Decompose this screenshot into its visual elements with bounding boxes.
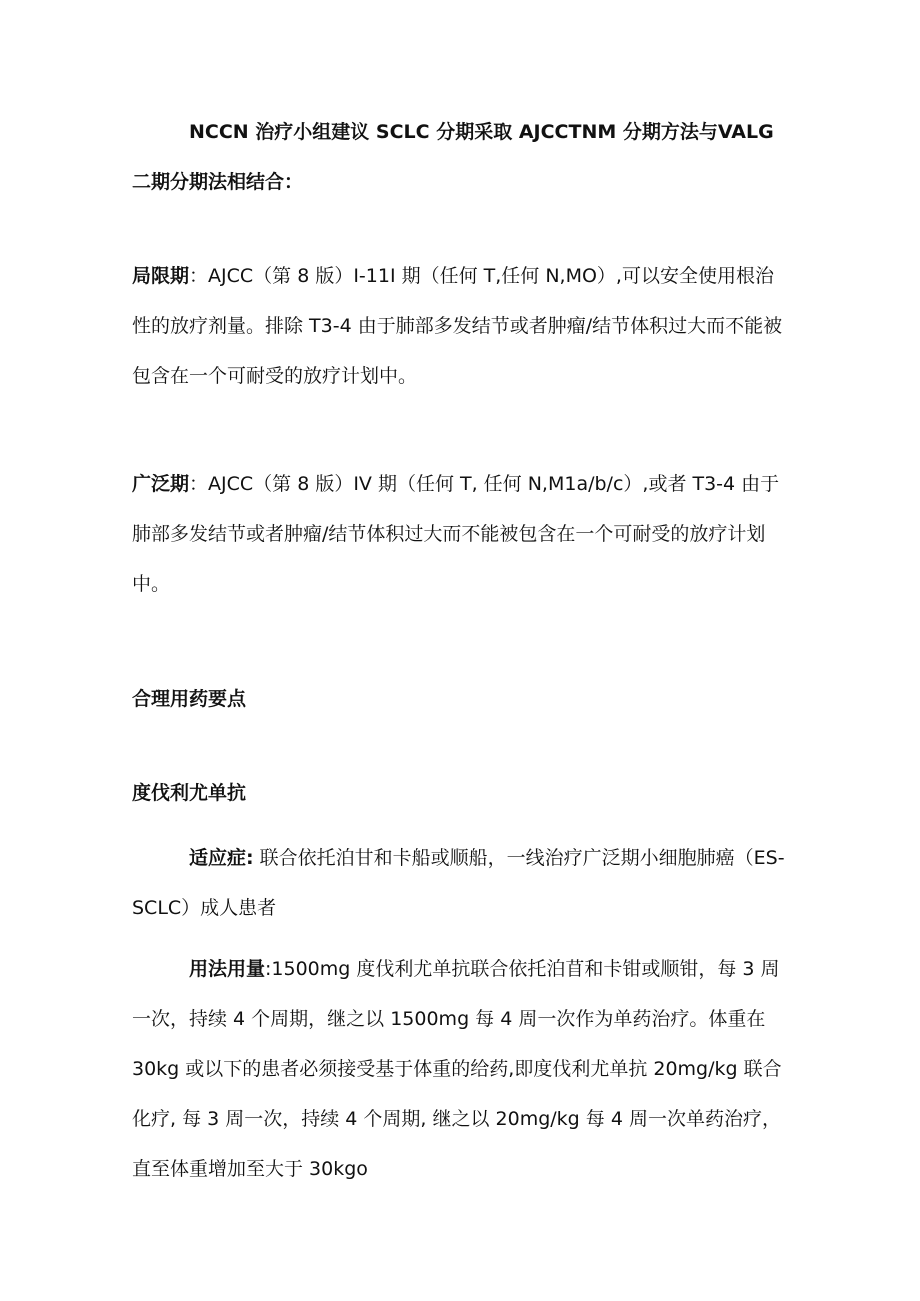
extensive-stage-paragraph	[132, 459, 792, 609]
extensive-stage-text: ：AJCC（第 8 版）IV 期（任何 T, 任何 N,M1a/b/c）,或者 T3-4 由于肺部多发结节或者肿瘤/结节体积过大而不能被包含在一个可耐受的放疗计划中。	[132, 473, 780, 595]
intro-text: NCCN 治疗小组建议 SCLC 分期采取 AJCCTNM 分期方法与VALG 二期分期法相结合：	[132, 121, 774, 193]
limited-stage-paragraph	[132, 251, 792, 401]
indication-text: 联合依托泊甘和卡船或顺船，一线治疗广泛期小细胞肺癌（ES-SCLC）成人患者	[132, 847, 785, 919]
extensive-stage-label: 广泛期	[132, 473, 190, 495]
section-title: 合理用药要点	[132, 688, 247, 710]
indication-paragraph	[132, 833, 792, 933]
limited-stage-text: ：AJCC（第 8 版）I-11I 期（任何 T,任何 N,MO）,可以安全使用根治性的放疗剂量。排除 T3-4 由于肺部多发结节或者肿瘤/结节体积过大而不能被包含在一个可耐受的放疗计划中。	[132, 265, 783, 387]
limited-stage-label: 局限期	[132, 265, 190, 287]
drug-title: 度伐利尤单抗	[132, 782, 247, 804]
dosage-paragraph	[132, 944, 792, 1194]
dosage-label: 用法用量	[189, 958, 266, 980]
dosage-text: :1500mg 度伐利尤单抗联合依托泊苜和卡钳或顺钳，每 3 周一次，持续 4 个周期，继之以 1500mg 每 4 周一次作为单药治疗。体重在 30kg 或以下的患者必须接受基于体重的给药,即度伐利尤单抗 20mg/kg 联合化疗, 每 3 周一次，持续 4 个周期, 继之以 20mg/kg 每 4 周一次单药治疗，直至体重增加至大于 30kgo	[132, 958, 782, 1180]
intro-paragraph	[132, 107, 792, 207]
indication-label: 适应症:	[189, 847, 254, 869]
